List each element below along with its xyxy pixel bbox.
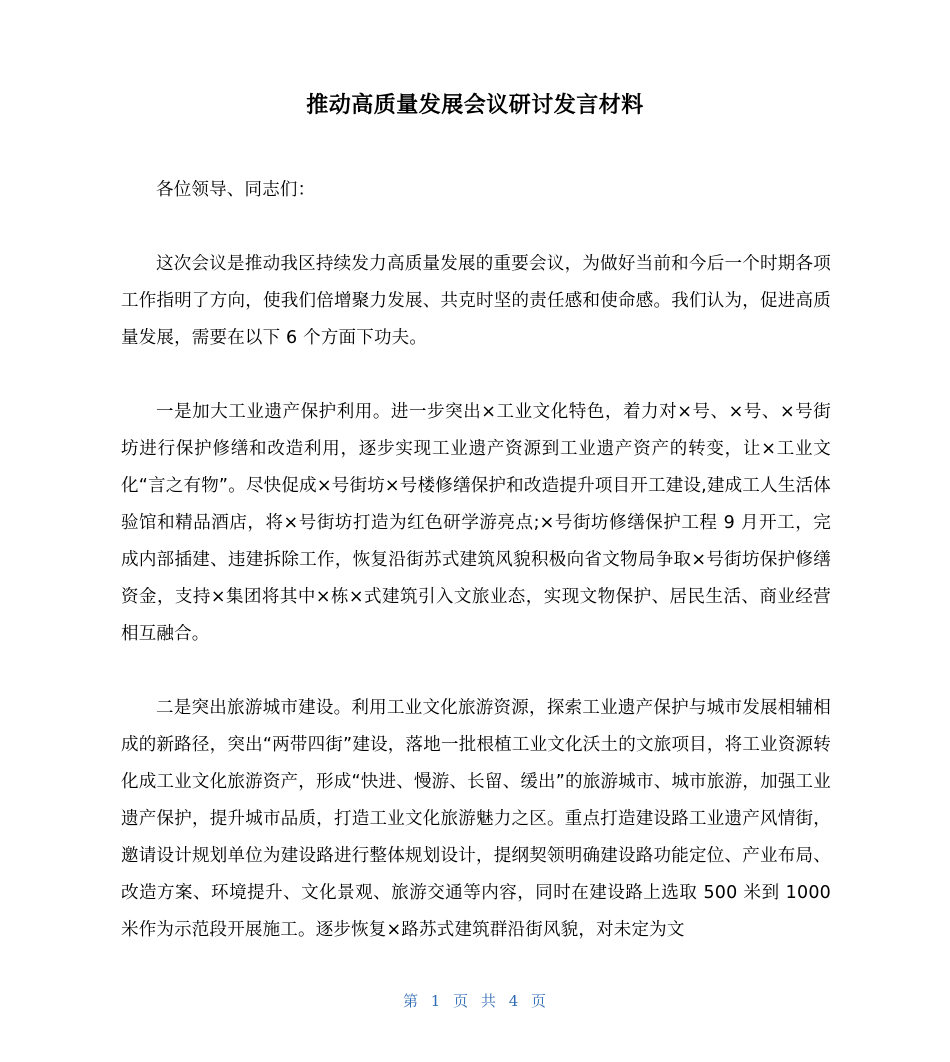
footer-word-ye-end: 页 (531, 992, 548, 1010)
document-title: 推动高质量发展会议研讨发言材料 (306, 93, 644, 118)
intro-paragraph: 这次会议是推动我区持续发力高质量发展的重要会议，为做好当前和今后一个时期各项工作指明了方向，使我们倍增聚力发展、共克时坚的责任感和使命感。我们认为，促进高质量发展，需要在以下 6 个方面下功夫。 (121, 254, 831, 348)
page-footer (0, 990, 950, 1011)
footer-word-gong: 共 (480, 992, 497, 1010)
salutation-paragraph: 各位领导、同志们： (156, 180, 316, 200)
point-one-paragraph: 一是加大工业遗产保护利用。进一步突出×工业文化特色，着力对×号、×号、×号街坊进行保护修缮和改造利用，逐步实现工业遗产资源到工业遗产资产的转变，让×工业文化“言之有物”。尽快促成×号街坊×号楼修缮保护和改造提升项目开工建设,建成工人生活体验馆和精品酒店，将×号街坊打造为红色研学游亮点;×号街坊修缮保护工程 9 月开工，完成内部插建、违建拆除工作，恢复沿街苏式建筑风貌积极向省文物局争取×号街坊保护修缮资金，支持×集团将其中×栋×式建筑引入文旅业态，实现文物保护、居民生活、商业经营相互融合。 (121, 402, 831, 644)
footer-page-number: 1 (430, 992, 442, 1010)
footer-total-pages: 4 (508, 992, 520, 1010)
point-two-paragraph: 二是突出旅游城市建设。利用工业文化旅游资源，探索工业遗产保护与城市发展相辅相成的新路径，突出“两带四街”建设，落地一批根植工业文化沃土的文旅项目，将工业资源转化成工业文化旅游资产，形成“快进、慢游、长留、缓出”的旅游城市、城市旅游，加强工业遗产保护，提升城市品质，打造工业文化旅游魅力之区。重点打造建设路工业遗产风情街，邀请设计规划单位为建设路进行整体规划设计，提纲契领明确建设路功能定位、产业布局、改造方案、环境提升、文化景观、旅游交通等内容，同时在建设路上选取 500 米到 1000 米作为示范段开展施工。逐步恢复×路苏式建筑群沿街风貌，对未定为文 (121, 698, 831, 940)
footer-word-ye: 页 (453, 992, 470, 1010)
document-body (121, 172, 831, 949)
footer-word-di: 第 (402, 992, 419, 1010)
